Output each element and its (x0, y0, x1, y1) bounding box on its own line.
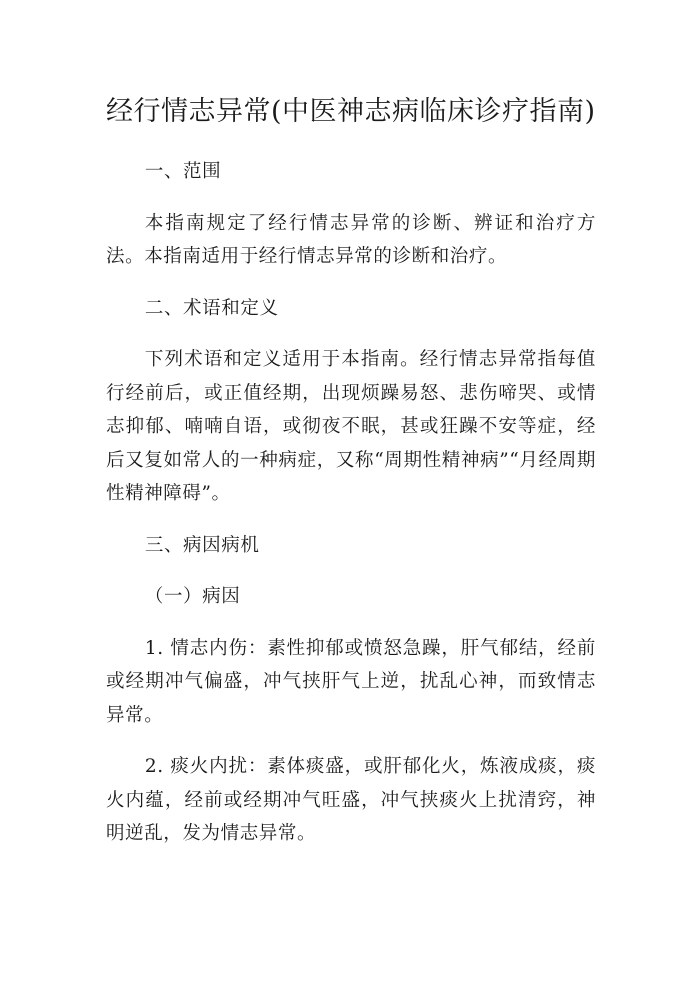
paragraph-cause-1: 1. 情志内伤：素性抑郁或愤怒急躁，肝气郁结，经前或经期冲气偏盛，冲气挟肝气上逆，扰乱心神，而致情志异常。 (106, 637, 596, 726)
section-heading-etiology: 三、病因病机 (144, 534, 260, 556)
document-body (106, 155, 596, 869)
section-heading-scope: 一、范围 (144, 161, 222, 182)
section-heading-terms: 二、术语和定义 (144, 297, 279, 319)
paragraph-scope: 本指南规定了经行情志异常的诊断、辨证和治疗方法。本指南适用于经行情志异常的诊断和治疗。 (106, 212, 596, 267)
paragraph-terms: 下列术语和定义适用于本指南。经行情志异常指每值行经前后，或正值经期，出现烦躁易怒、悲伤啼哭、或情志抑郁、喃喃自语，或彻夜不眠，甚或狂躁不安等症，经后又复如常人的一种病症，又称“周期性精神病”“月经周期性精神障碍”。 (106, 349, 596, 504)
document-title: 经行情志异常(中医神志病临床诊疗指南) (106, 96, 596, 127)
paragraph-cause-2: 2. 痰火内扰：素体痰盛，或肝郁化火，炼液成痰，痰火内蕴，经前或经期冲气旺盛，冲气挟痰火上扰清窍，神明逆乱，发为情志异常。 (106, 756, 596, 844)
subsection-heading-cause: （一）病因 (144, 586, 241, 607)
